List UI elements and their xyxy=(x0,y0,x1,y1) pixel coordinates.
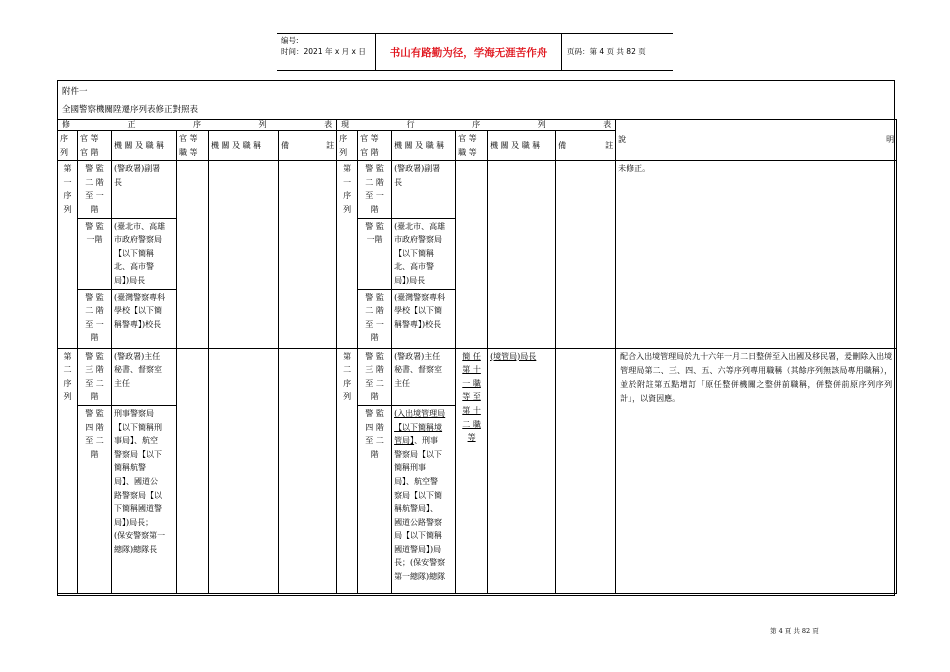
seq1-current-org xyxy=(488,161,556,348)
seq2-explain: 配合入出境管理局於九十六年一月二日整併至入出國及移民署，爰刪除入出境管理局第二、三、四、五、六等序列專用職稱（其餘序列無該局專用職稱），並於附註第五點增訂「原任整併機關之整併前職稱，併整併前原序列序列計」，以資因應。 xyxy=(616,348,897,593)
document-title: 全國警察機關陞遷序列表修正對照表 xyxy=(62,105,199,115)
seq2-current-r1-position: (警政署)主任 秘書、督察室 主任 xyxy=(392,348,456,405)
explain-header-b: 明 xyxy=(886,135,895,145)
seq2-current-note xyxy=(556,348,616,593)
seq1-org xyxy=(209,161,279,348)
seq2-current-org: (境管局)局長 xyxy=(488,348,556,593)
col-note-b: 註 xyxy=(605,140,614,150)
group-char: 修 xyxy=(62,120,70,129)
seq1-current-grade xyxy=(456,161,488,348)
col-note-a: 備 xyxy=(558,140,567,150)
header-number-label: 编号: xyxy=(281,36,299,45)
seq1-current-note xyxy=(556,161,616,348)
group-char: 行 xyxy=(406,120,415,129)
seq1-grade xyxy=(177,161,209,348)
col-org: 機 關 及 職 稱 xyxy=(488,131,556,161)
seq2-current-r1-rank: 警 監 三 階 至 二 階 xyxy=(358,348,392,405)
group-char: 表 xyxy=(324,120,333,129)
seq2-r1-position: (警政署)主任 秘書、督察室 主任 xyxy=(112,348,177,405)
appendix-label: 附件一 xyxy=(62,87,88,97)
seq2-row-1 xyxy=(58,348,897,405)
col-grade: 官 等 職 等 xyxy=(456,131,488,161)
seq2-current-r2-position-struck: (入出境管理局 【以下簡稱境 管局】 xyxy=(394,408,446,446)
seq1-current-r3-position: (臺灣警察專科 學校【以下簡 稱警專】)校長 xyxy=(392,289,456,348)
group-char: 正 xyxy=(127,120,136,129)
seq2-label: 第 二 序 列 xyxy=(58,348,78,593)
seq1-current-r2-rank: 警 監 一階 xyxy=(358,218,392,289)
header-divider xyxy=(561,34,562,70)
seq2-grade xyxy=(177,348,209,593)
header-meta xyxy=(281,35,366,57)
seq1-row-1 xyxy=(58,161,897,218)
seq2-r2-rank: 警 監 四 階 至 二 階 xyxy=(78,405,112,593)
seq2-current-grade: 簡 任 第 十 一 職 等 至 第 十 二 職 等 xyxy=(456,348,488,593)
col-rank: 官 等 官 階 xyxy=(358,131,392,161)
seq2-current-r2-position-rest: 、刑事 警察局【以下 簡稱刑事 局】、航空警 察局【以下簡 稱航警局】、 國道公路警察 局【以下簡稱 國道警局】)局 長；(保安警察 第一總隊)總隊 xyxy=(394,436,446,582)
group-char: 現 xyxy=(341,120,350,129)
page-header xyxy=(277,33,673,71)
col-note-a: 備 xyxy=(281,140,289,150)
seq1-r1-position: (警政署)副署 長 xyxy=(112,161,177,218)
col-position: 機 關 及 職 稱 xyxy=(112,131,177,161)
seq1-r3-position: (臺灣警察專科 學校【以下簡 稱警專】)校長 xyxy=(112,289,177,348)
seq1-current-r1-position: (警政署)副署 長 xyxy=(392,161,456,218)
seq2-r1-rank: 警 監 三 階 至 二 階 xyxy=(78,348,112,405)
revised-group-header xyxy=(58,120,337,131)
col-position: 機 關 及 職 稱 xyxy=(392,131,456,161)
seq1-current-r1-rank: 警 監 二 階 至 一 階 xyxy=(358,161,392,218)
seq1-current-r3-rank: 警 監 二 階 至 一 階 xyxy=(358,289,392,348)
seq2-note xyxy=(279,348,337,593)
seq1-current-label: 第 一 序 列 xyxy=(337,161,358,348)
group-header-row xyxy=(58,120,897,131)
col-grade: 官 等 職 等 xyxy=(177,131,209,161)
seq2-current-label: 第 二 序 列 xyxy=(337,348,358,593)
group-char: 列 xyxy=(537,120,546,129)
col-note-b: 註 xyxy=(326,140,335,150)
col-org: 機 關 及 職 稱 xyxy=(209,131,279,161)
col-seq: 序 列 xyxy=(58,131,78,161)
header-page-info: 页码：第 4 页 共 82 页 xyxy=(567,47,646,56)
group-char: 序 xyxy=(472,120,481,129)
seq1-r3-rank: 警 監 二 階 至 一 階 xyxy=(78,289,112,348)
group-char: 序 xyxy=(193,120,202,129)
group-char: 表 xyxy=(603,120,612,129)
col-seq: 序 列 xyxy=(337,131,358,161)
col-note xyxy=(279,131,337,161)
seq1-r2-rank: 警 監 一階 xyxy=(78,218,112,289)
col-note xyxy=(556,131,616,161)
seq1-note xyxy=(279,161,337,348)
header-time-label: 时间：2021 年 x 月 x 日 xyxy=(281,47,366,56)
seq1-r2-position: (臺北市、高雄 市政府警察局 【以下簡稱 北、高市警 局】)局長 xyxy=(112,218,177,289)
seq1-current-r2-position: (臺北市、高雄 市政府警察局 【以下簡稱 北、高市警 局】)局長 xyxy=(392,218,456,289)
explain-header-a: 說 xyxy=(618,135,627,145)
header-slogan: 书山有路勤为径，学海无涯苦作舟 xyxy=(389,47,548,59)
seq1-r1-rank: 警 監 二 階 至 一 階 xyxy=(78,161,112,218)
seq2-r2-position: 刑事警察局 【以下簡稱刑 事局】、航空 警察局【以下 簡稱航警 局】、國道公 路警察局【以 下簡稱國道警 局】)局長； (保安警察第一 總隊)總隊長 xyxy=(112,405,177,593)
comparison-table xyxy=(57,119,897,594)
group-char: 列 xyxy=(258,120,267,129)
explain-header xyxy=(616,120,897,161)
seq2-current-r2-rank: 警 監 四 階 至 二 階 xyxy=(358,405,392,593)
seq1-label: 第 一 序 列 xyxy=(58,161,78,348)
seq2-org xyxy=(209,348,279,593)
current-group-header xyxy=(337,120,616,131)
seq1-explain: 未修正。 xyxy=(616,161,897,348)
seq2-current-r2-position xyxy=(392,405,456,593)
col-rank: 官 等 官 階 xyxy=(78,131,112,161)
page-footer: 第 4 頁 共 82 頁 xyxy=(770,627,819,635)
